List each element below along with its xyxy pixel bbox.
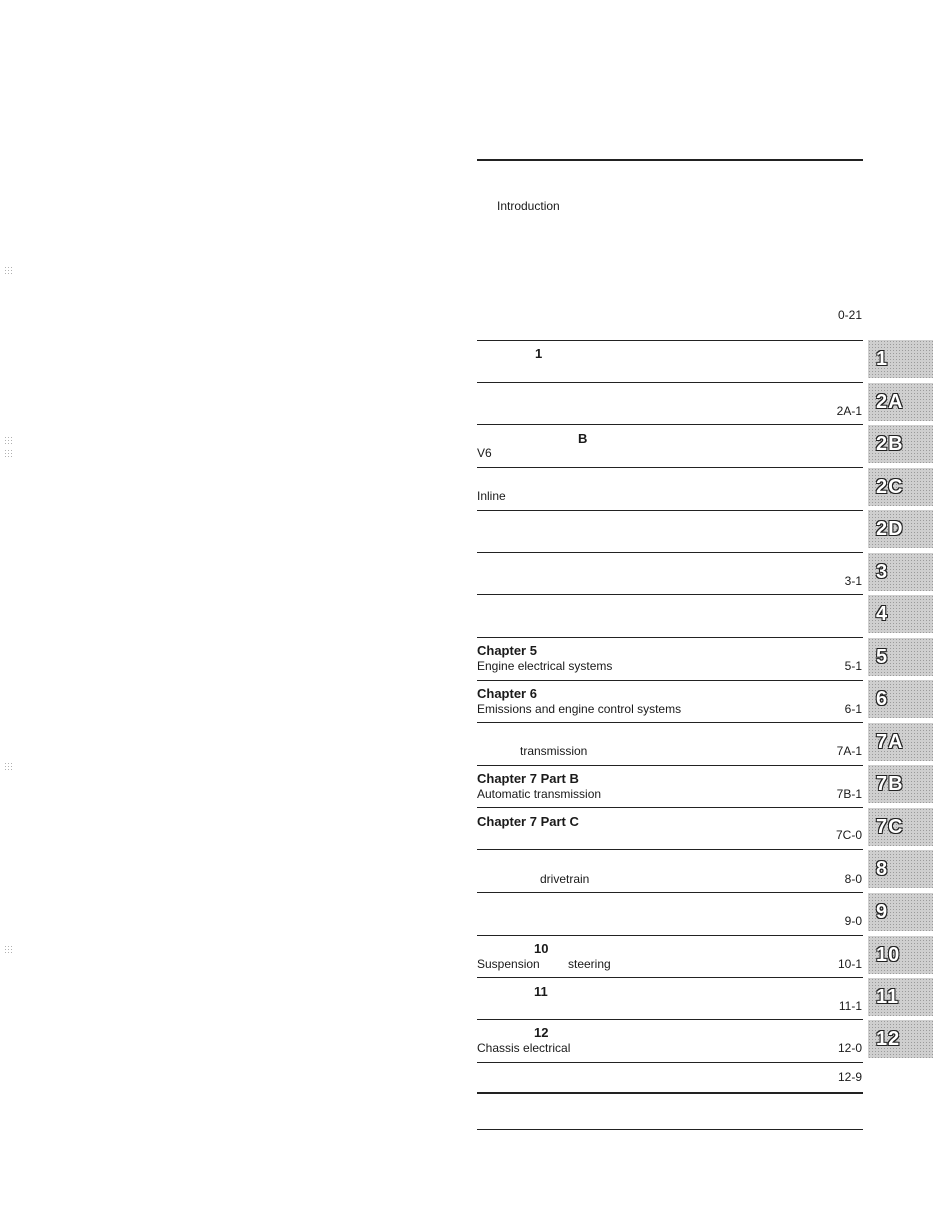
row-page-number: 5-1	[844, 659, 862, 673]
row-subtitle: Chassis electrical	[477, 1041, 571, 1055]
row-page-number: 7C-0	[835, 828, 862, 842]
chapter-tab[interactable]: 2C	[868, 468, 933, 506]
row-page-number: 12-9	[837, 1070, 862, 1084]
row-rule	[477, 680, 863, 681]
row-page-number: 7B-1	[836, 787, 862, 801]
scan-speck	[4, 762, 14, 770]
row-rule	[477, 722, 863, 723]
row-subtitle: Automatic transmission	[477, 787, 602, 801]
chapter-tab[interactable]: 10	[868, 936, 933, 974]
chapter-tab[interactable]: 3	[868, 553, 933, 591]
row-page-number: 3-1	[844, 574, 862, 588]
chapter-tab[interactable]: 2D	[868, 510, 933, 548]
row-page-number: 11-1	[838, 999, 862, 1013]
chapter-tab[interactable]: 5	[868, 638, 933, 676]
row-rule	[477, 382, 863, 383]
row-subtitle: Suspension	[477, 957, 540, 971]
row-title: B	[578, 431, 588, 446]
row-subtitle-2: steering	[568, 957, 611, 971]
row-title: Chapter 7 Part C	[477, 814, 579, 829]
row-rule	[477, 977, 863, 978]
chapter-tab[interactable]: 12	[868, 1020, 933, 1058]
row-subtitle: V6	[477, 446, 492, 460]
row-title: Chapter 6	[477, 686, 537, 701]
row-rule	[477, 1092, 863, 1094]
row-page-number: 10-1	[837, 957, 862, 971]
row-subtitle: transmission	[520, 744, 588, 758]
row-page-number: 7A-1	[836, 744, 862, 758]
row-page-number: 2A-1	[836, 404, 862, 418]
row-rule	[477, 467, 863, 468]
row-rule	[477, 1019, 863, 1020]
row-page-number: 6-1	[844, 702, 862, 716]
intro-page-number: 0-21	[837, 308, 862, 322]
row-rule	[477, 594, 863, 595]
row-title: 1	[535, 346, 543, 361]
row-rule	[477, 510, 863, 511]
row-rule	[477, 552, 863, 553]
scan-speck	[4, 266, 14, 274]
chapter-tab[interactable]: 7B	[868, 765, 933, 803]
row-rule	[477, 1062, 863, 1063]
chapter-tab[interactable]: 4	[868, 595, 933, 633]
intro-title: Introduction	[497, 199, 560, 213]
chapter-tab[interactable]: 2A	[868, 383, 933, 421]
chapter-tab[interactable]: 7A	[868, 723, 933, 761]
row-rule	[477, 637, 863, 638]
scan-speck	[4, 945, 14, 953]
bottom-rule	[477, 1129, 863, 1130]
chapter-tab[interactable]: 9	[868, 893, 933, 931]
row-title: 11	[534, 984, 548, 999]
row-title: Chapter 5	[477, 643, 537, 658]
scan-speck	[4, 449, 14, 457]
row-subtitle: Emissions and engine control systems	[477, 702, 682, 716]
chapter-tab[interactable]: 11	[868, 978, 933, 1016]
chapter-tab[interactable]: 2B	[868, 425, 933, 463]
row-subtitle: drivetrain	[540, 872, 590, 886]
top-rule	[477, 159, 863, 161]
row-subtitle: Inline	[477, 489, 506, 503]
row-rule	[477, 765, 863, 766]
row-rule	[477, 892, 863, 893]
row-page-number: 9-0	[844, 914, 862, 928]
row-title: 12	[534, 1025, 549, 1040]
row-rule	[477, 807, 863, 808]
row-title: 10	[534, 941, 549, 956]
chapter-tab[interactable]: 1	[868, 340, 933, 378]
chapter-tab[interactable]: 7C	[868, 808, 933, 846]
row-page-number: 12-0	[837, 1041, 862, 1055]
row-rule	[477, 340, 863, 341]
scan-speck	[4, 436, 14, 444]
chapter-tab[interactable]: 6	[868, 680, 933, 718]
row-page-number: 8-0	[844, 872, 862, 886]
row-rule	[477, 849, 863, 850]
row-subtitle: Engine electrical systems	[477, 659, 613, 673]
row-rule	[477, 935, 863, 936]
row-title: Chapter 7 Part B	[477, 771, 579, 786]
row-rule	[477, 424, 863, 425]
chapter-tab[interactable]: 8	[868, 850, 933, 888]
